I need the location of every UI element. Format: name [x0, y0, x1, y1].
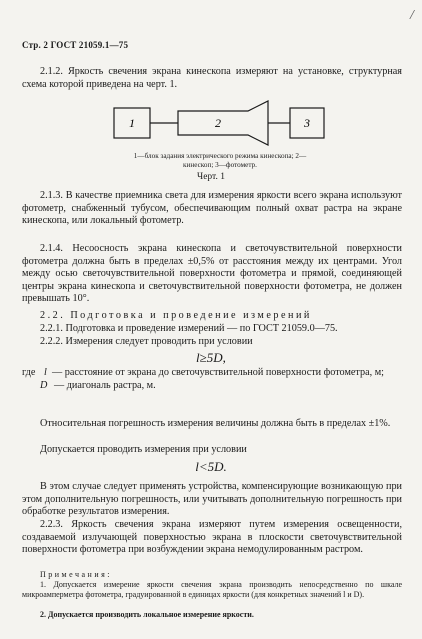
definition-d-text: — диагональ растра, м. — [54, 379, 156, 391]
definitions — [22, 367, 402, 392]
paragraph-2-2-3: 2.2.3. Яркость свечения экрана измеряют путем измерения освещенности, создаваемой излучающей поверхностью экрана в плоскости светочувствительной поверхности фотометра при возбуждении экрана немодулированным растром. — [22, 519, 402, 556]
page-header: Стр. 2 ГОСТ 21059.1—75 — [22, 40, 129, 50]
figure-label: Черт. 1 — [197, 172, 225, 182]
paragraph-error: Относительная погрешность измерения величины должна быть в пределах ±1%. — [40, 418, 391, 429]
definition-l-text: — расстояние от экрана до светочувствительной поверхности фотометра, м; — [52, 367, 384, 378]
paragraph-allowed: Допускается проводить измерения при условии — [40, 444, 247, 455]
definition-d-symbol: D — [40, 379, 48, 391]
diagram-kinescope-shape — [178, 101, 268, 145]
block-diagram — [100, 96, 330, 152]
diagram-label-1: 1 — [129, 116, 135, 130]
definition-l-symbol: l — [44, 367, 47, 378]
section-heading-2-2: 2.2. Подготовка и проведение измерений — [40, 310, 312, 321]
paragraph-2-2-1: 2.2.1. Подготовка и проведение измерений — по ГОСТ 21059.0—75. — [40, 323, 338, 334]
formula-condition-2: l<5D. — [195, 459, 227, 474]
page-mark: / — [410, 8, 414, 23]
formula-condition-1: l≥5D, — [196, 350, 226, 365]
definition-d — [22, 380, 402, 393]
paragraph-2-1-2: 2.1.2. Яркость свечения экрана кинескопа измеряют на установке, структурная схема которой приведена на черт. 1. — [22, 66, 402, 90]
definition-l — [22, 367, 402, 380]
note-1: 1. Допускается измерение яркости свечения экрана производить непосредственно по шкале микроамперметра фотометра, градуированной в единицах яркости (для конкретных значений l и D). — [22, 580, 402, 599]
notes-title: Примечания: — [40, 570, 113, 579]
figure-caption: 1—блок задания электрического режима кинескопа; 2—кинескоп; 3—фотометр. — [133, 152, 307, 169]
paragraph-2-1-4: 2.1.4. Несоосность экрана кинескопа и светочувствительной поверхности фотометра должна быть в пределах ±0,5% от расстояния между их центрами. Угол между осью светочувствительной поверхности фотометра и прямой, соединяющей центры экрана кинескопа и светочувствительной поверхности фотометра, не должен превышать 10°. — [22, 243, 402, 305]
paragraph-2-1-3: 2.1.3. В качестве приемника света для измерения яркости всего экрана используют фотометр, снабженный тубусом, обеспечивающим полный охват растра на экране кинескопа, или локальный фотометр. — [22, 190, 402, 227]
paragraph-case: В этом случае следует применять устройства, компенсирующие возникающую при этом дополнительную погрешность, или учитывать дополнительную погрешность при обработке результатов измерения. — [22, 481, 402, 518]
where-label: где — [22, 367, 36, 378]
diagram-label-3: 3 — [304, 116, 310, 130]
note-2: 2. Допускается производить локальное измерение яркости. — [40, 610, 254, 619]
paragraph-2-2-2: 2.2.2. Измерения следует проводить при условии — [40, 336, 253, 347]
diagram-label-2: 2 — [215, 116, 221, 130]
